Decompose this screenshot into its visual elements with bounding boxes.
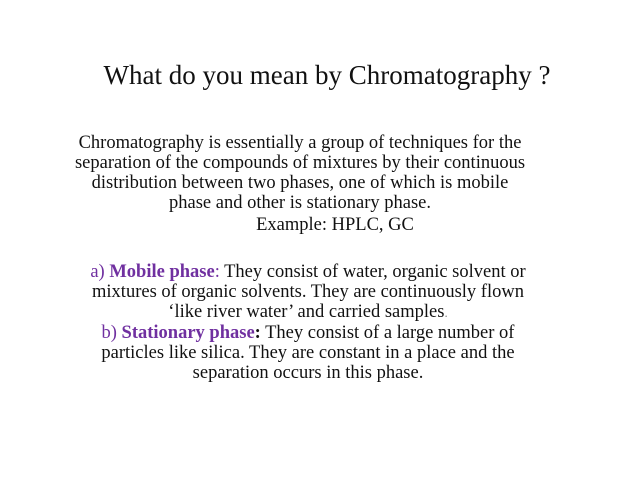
slide-title: What do you mean by Chromatography ? <box>103 60 551 90</box>
definition-line: separation of the compounds of mixtures by their continuous <box>74 153 526 173</box>
stationary-phase-term: Stationary phase <box>121 323 255 343</box>
definition-paragraph <box>40 133 560 213</box>
term-colon: : <box>214 262 220 282</box>
stationary-phase-line-3: separation occurs in this phase. <box>192 363 424 383</box>
term-colon: : <box>254 323 261 343</box>
trailing-period: . <box>444 305 448 320</box>
mobile-phase-paragraph <box>58 262 558 323</box>
definition-line: phase and other is stationary phase. <box>168 193 431 213</box>
list-marker-a: a) <box>90 262 110 282</box>
mobile-phase-text: ‘like river water’ and carried samples <box>168 302 445 322</box>
stationary-phase-text: They consist of a large number of <box>260 323 515 343</box>
example-line: Example: HPLC, GC <box>256 215 414 235</box>
stationary-phase-line-1 <box>58 323 558 343</box>
list-marker-b: b) <box>101 323 122 343</box>
mobile-phase-line-3 <box>58 302 558 323</box>
mobile-phase-line-1 <box>58 262 558 282</box>
definition-line: distribution between two phases, one of which is mobile <box>91 173 509 193</box>
mobile-phase-term: Mobile phase <box>109 262 215 282</box>
mobile-phase-line-2: mixtures of organic solvents. They are continuously flown <box>92 282 524 302</box>
stationary-phase-line-2: particles like silica. They are constant in a place and the <box>101 343 515 363</box>
stationary-phase-paragraph <box>58 323 558 383</box>
mobile-phase-text: They consist of water, organic solvent or <box>219 262 526 282</box>
definition-line: Chromatography is essentially a group of techniques for the <box>78 133 522 153</box>
